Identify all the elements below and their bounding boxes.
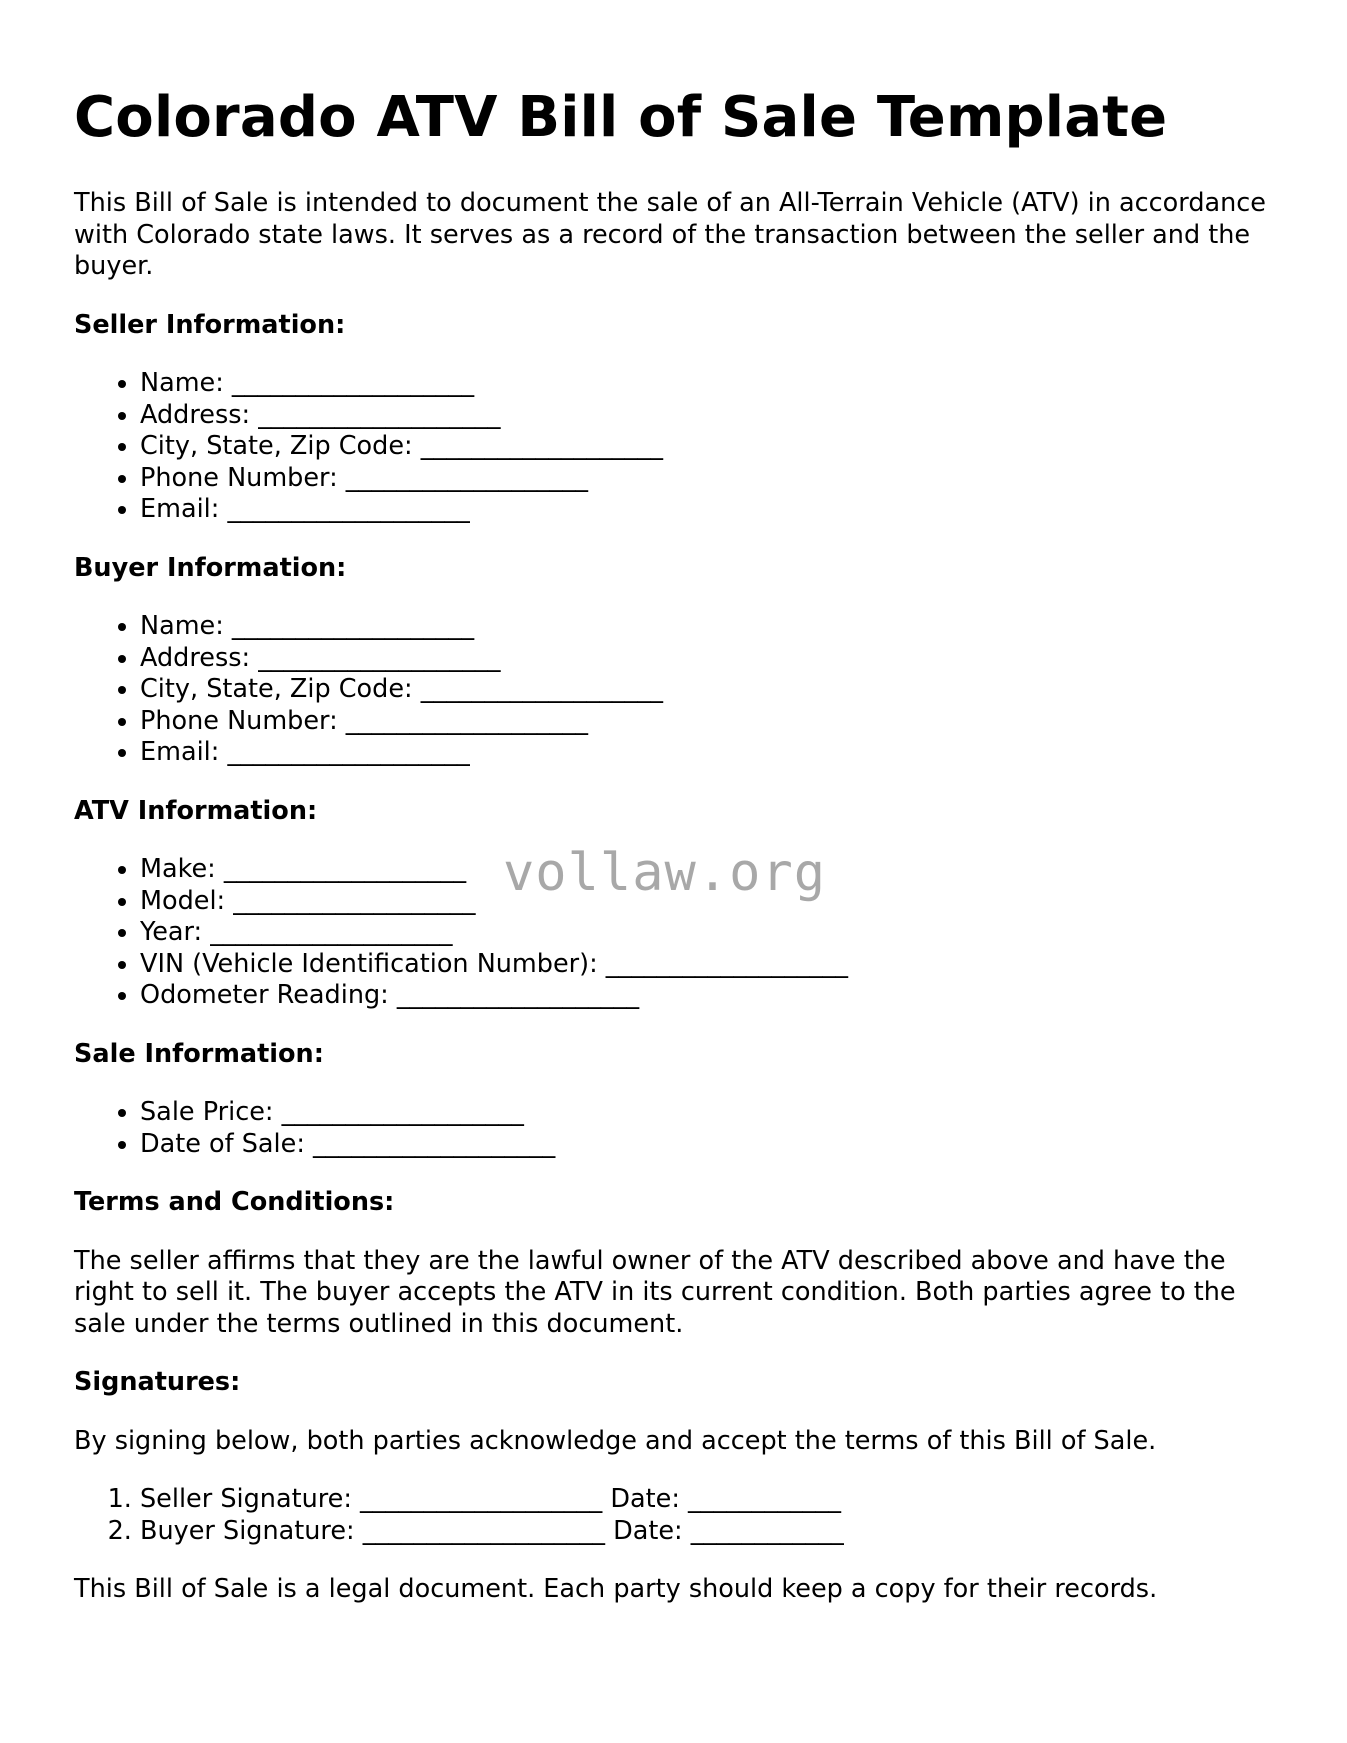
buyer-city-state-zip-field: • City, State, Zip Code: ___________________ xyxy=(140,674,1284,706)
page-title: Colorado ATV Bill of Sale Template xyxy=(74,85,1168,150)
sale-heading: Sale Information: xyxy=(74,1038,324,1069)
signature-lines-list xyxy=(74,1484,1284,1547)
seller-name-field: • Name: ___________________ xyxy=(140,368,1284,400)
seller-fields-list xyxy=(74,368,1284,526)
atv-year-field: • Year: ___________________ xyxy=(140,917,1284,949)
seller-city-state-zip-field: • City, State, Zip Code: ___________________ xyxy=(140,431,1284,463)
atv-vin-field: • VIN (Vehicle Identification Number): ___________________ xyxy=(140,949,1284,981)
seller-address-field: • Address: ___________________ xyxy=(140,400,1284,432)
sale-date-field: • Date of Sale: ___________________ xyxy=(140,1129,1284,1161)
buyer-email-field: • Email: ___________________ xyxy=(140,737,1284,769)
signatures-heading: Signatures: xyxy=(74,1367,241,1397)
terms-heading: Terms and Conditions: xyxy=(74,1187,395,1217)
sale-price-field: • Sale Price: ___________________ xyxy=(140,1097,1284,1129)
signatures-paragraph: By signing below, both parties acknowledge and accept the terms of this Bill of Sale. xyxy=(74,1425,1157,1456)
buyer-heading: Buyer Information: xyxy=(74,552,347,583)
atv-heading: ATV Information: xyxy=(74,795,318,826)
footer-note: This Bill of Sale is a legal document. Each party should keep a copy for their records. xyxy=(74,1574,1158,1604)
terms-paragraph: The seller affirms that they are the lawful owner of the ATV described above and have the right to sell it. The buyer accepts the ATV in its current condition. Both parties agree to the sale under the terms outlined in this document. xyxy=(74,1245,1236,1339)
seller-phone-field: • Phone Number: ___________________ xyxy=(140,463,1284,495)
buyer-signature-line: 2. Buyer Signature: ___________________ Date: ____________ xyxy=(140,1516,1284,1548)
buyer-address-field: • Address: ___________________ xyxy=(140,643,1284,675)
seller-heading: Seller Information: xyxy=(74,309,346,340)
sale-fields-list xyxy=(74,1097,1284,1160)
watermark-text: vollaw.org xyxy=(503,843,827,903)
seller-email-field: • Email: ___________________ xyxy=(140,494,1284,526)
buyer-fields-list xyxy=(74,611,1284,769)
seller-signature-line: 1. Seller Signature: ___________________ Date: ____________ xyxy=(140,1484,1284,1516)
buyer-phone-field: • Phone Number: ___________________ xyxy=(140,706,1284,738)
intro-paragraph: This Bill of Sale is intended to document the sale of an All-Terrain Vehicle (ATV) in accordance with Colorado state laws. It serves as a record of the transaction between the seller and the buyer. xyxy=(74,188,1267,281)
atv-model-field: • Model: ___________________ xyxy=(140,886,1284,918)
atv-odometer-field: • Odometer Reading: ___________________ xyxy=(140,980,1284,1012)
atv-make-field: • Make: ___________________ xyxy=(140,854,1284,886)
buyer-name-field: • Name: ___________________ xyxy=(140,611,1284,643)
